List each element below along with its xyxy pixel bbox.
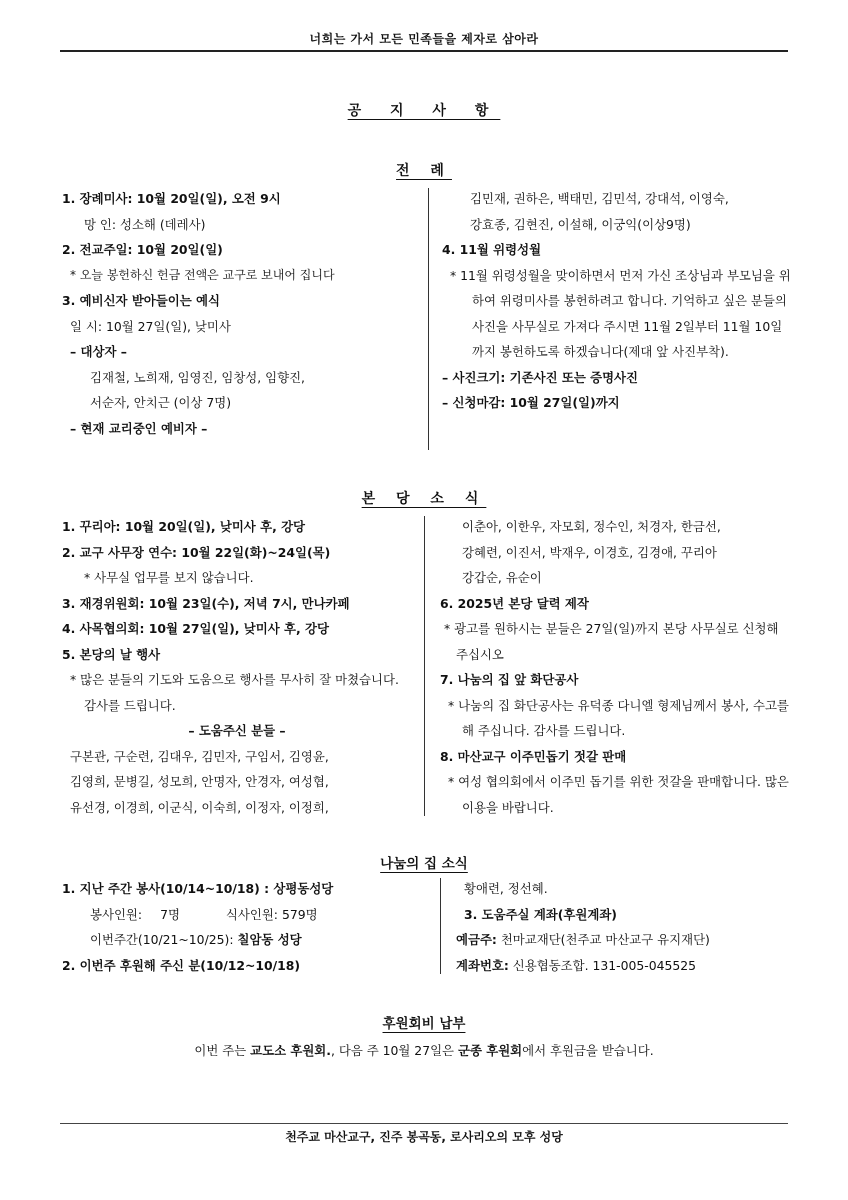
finance-committee: 3. 재경위원회: 10월 23일(수), 저녁 7시, 만나카페	[62, 595, 350, 611]
catechumen-names-2: 강효종, 김현진, 이설해, 이궁익(이상9명)	[470, 216, 691, 232]
curia-item: 1. 꾸리아: 10월 20일(일), 낮미사 후, 강당	[62, 519, 306, 534]
sharing-right-column	[456, 876, 796, 978]
garden-note: * 나눔의 집 화단공사는 유덕종 다니엘 형제님께서 봉사, 수고를 해 주십니다. 감사를 드립니다.	[448, 697, 789, 738]
support-text-3: 에서 후원금을 받습니다.	[522, 1043, 654, 1058]
photo-size: – 사진크기: 기존사진 또는 증명사진	[442, 369, 638, 385]
parish-right-column	[440, 514, 792, 820]
depositor-label: 예금주:	[456, 932, 497, 947]
jeotgal-note: * 여성 협의회에서 이주민 돕기를 위한 젓갈을 판매합니다. 많은 이용을 바랍니다.	[448, 774, 789, 815]
sharing-title	[0, 852, 848, 872]
november-month: 4. 11월 위령성월	[442, 242, 542, 257]
parish-day: 5. 본당의 날 행사	[62, 646, 161, 662]
sharing-left-column	[62, 876, 432, 978]
pastoral-council: 4. 사목협의회: 10월 27일(일), 낮미사 후, 강당	[62, 621, 329, 636]
parish-left-column	[62, 514, 412, 820]
target-names-1: 김재철, 노희재, 임영진, 임창성, 임향진,	[90, 369, 305, 385]
meals-label: 식사인원:	[225, 906, 278, 922]
support-military: 군종 후원회	[457, 1043, 523, 1058]
support-line	[0, 1041, 848, 1059]
parish-divider	[424, 516, 425, 816]
helpers-names-4: 이춘아, 이한우, 자모회, 정수인, 처경자, 한금선,	[462, 519, 721, 534]
catechumen-rite: 3. 예비신자 받아들이는 예식	[62, 293, 220, 308]
liturgy-divider	[428, 188, 429, 450]
this-week-label: 이번주간(10/21~10/25):	[90, 932, 234, 947]
calendar-item: 6. 2025년 본당 달력 제작	[440, 595, 589, 611]
account-heading: 3. 도움주실 계좌(후원계좌)	[464, 906, 617, 922]
liturgy-title	[0, 160, 848, 180]
account-number-value: 신용협동조합. 131-005-045525	[512, 957, 697, 973]
jeotgal-item: 8. 마산교구 이주민돕기 젓갈 판매	[440, 748, 627, 764]
meals-value: 579명	[281, 906, 318, 922]
support-prison: 교도소 후원회.	[250, 1043, 331, 1058]
liturgy-right-column	[442, 186, 792, 416]
helpers-label: – 도움주신 분들 –	[188, 723, 286, 738]
notice-title-text: 공 지 사 항	[347, 103, 501, 119]
sharing-divider	[440, 878, 441, 974]
header-rule	[60, 50, 788, 52]
parish-title	[0, 488, 848, 508]
garden-item: 7. 나눔의 집 앞 화단공사	[440, 672, 579, 687]
notice-title	[0, 100, 848, 120]
november-note: * 11월 위령성월을 맞이하면서 먼저 가신 조상님과 부모님을 위하여 위령미사를 봉헌하려고 합니다. 기억하고 싶은 분들의 사진을 사무실로 가져다 주시면 11월 2일부터 11월 10일까지 봉헌하도록 하겠습니다(제대 앞 사진부착).	[450, 267, 791, 359]
support-title-text: 후원회비 납부	[382, 1016, 466, 1032]
helpers-names-1: 구본관, 구순련, 김대우, 김민자, 구임서, 김영윤,	[70, 748, 329, 764]
helpers-names-2: 김영희, 문병길, 성모희, 안명자, 안경자, 여성협,	[70, 774, 329, 789]
liturgy-title-text: 전 례	[396, 163, 452, 179]
deadline: – 신청마감: 10월 27일(일)까지	[442, 395, 620, 410]
last-week-label: 1. 지난 주간 봉사(10/14~10/18) :	[62, 881, 270, 896]
support-text-2: , 다음 주 10월 27일은	[330, 1043, 455, 1058]
office-closed-note: * 사무실 업무를 보지 않습니다.	[84, 570, 254, 585]
catechumen-names-1: 김민재, 권하은, 백태민, 김민석, 강대석, 이영숙,	[470, 191, 729, 206]
this-week-place: 칠암동 성당	[237, 932, 302, 947]
donors-label: 2. 이번주 후원해 주신 분(10/12~10/18)	[62, 957, 301, 973]
mission-note: * 오늘 봉헌하신 헌금 전액은 교구로 보내어 집니다	[70, 267, 335, 282]
footer-rule	[60, 1123, 788, 1124]
volunteers-label: 봉사인원:	[90, 906, 143, 922]
helpers-names-5: 강혜련, 이진서, 박재우, 이경호, 김경애, 꾸리아	[462, 544, 717, 560]
rite-date: 일 시: 10월 27일(일), 낮미사	[70, 318, 231, 334]
catechumens-label: – 현재 교리중인 예비자 –	[70, 420, 208, 436]
funeral-mass: 1. 장례미사: 10월 20일(일), 오전 9시	[62, 191, 281, 206]
last-week-place: 상평동성당	[273, 881, 334, 896]
support-title	[0, 1012, 848, 1032]
depositor-value: 천마교재단(천주교 마산교구 유지재단)	[500, 932, 710, 947]
helpers-names-3: 유선경, 이경희, 이군식, 이숙희, 이정자, 이정희,	[70, 799, 329, 815]
helpers-names-6: 강갑순, 유순이	[462, 570, 542, 585]
sharing-title-text: 나눔의 집 소식	[380, 856, 468, 872]
support-text-1: 이번 주는	[194, 1043, 247, 1058]
mission-sunday: 2. 전교주일: 10월 20일(일)	[62, 242, 223, 257]
account-number-label: 계좌번호:	[456, 957, 509, 973]
liturgy-left-column	[62, 186, 422, 441]
target-label: – 대상자 –	[70, 344, 127, 359]
target-names-2: 서순자, 안치근 (이상 7명)	[90, 395, 232, 410]
header-motto: 너희는 가서 모든 민족들을 제자로 삼아라	[309, 32, 539, 46]
parish-title-text: 본 당 소 식	[361, 491, 487, 507]
diocese-training: 2. 교구 사무장 연수: 10월 22일(화)~24일(목)	[62, 544, 331, 560]
volunteers-value: 7명	[160, 906, 180, 922]
deceased: 망 인: 성소해 (데레사)	[84, 216, 206, 232]
parish-day-note: * 많은 분들의 기도와 도움으로 행사를 무사히 잘 마쳤습니다. 감사를 드립니다.	[70, 672, 399, 713]
donors-names: 황애련, 정선혜.	[464, 881, 548, 896]
footer-church: 천주교 마산교구, 진주 봉곡동, 로사리오의 모후 성당	[285, 1130, 563, 1144]
calendar-note: * 광고를 원하시는 분들은 27일(일)까지 본당 사무실로 신청해 주십시오	[444, 621, 779, 662]
